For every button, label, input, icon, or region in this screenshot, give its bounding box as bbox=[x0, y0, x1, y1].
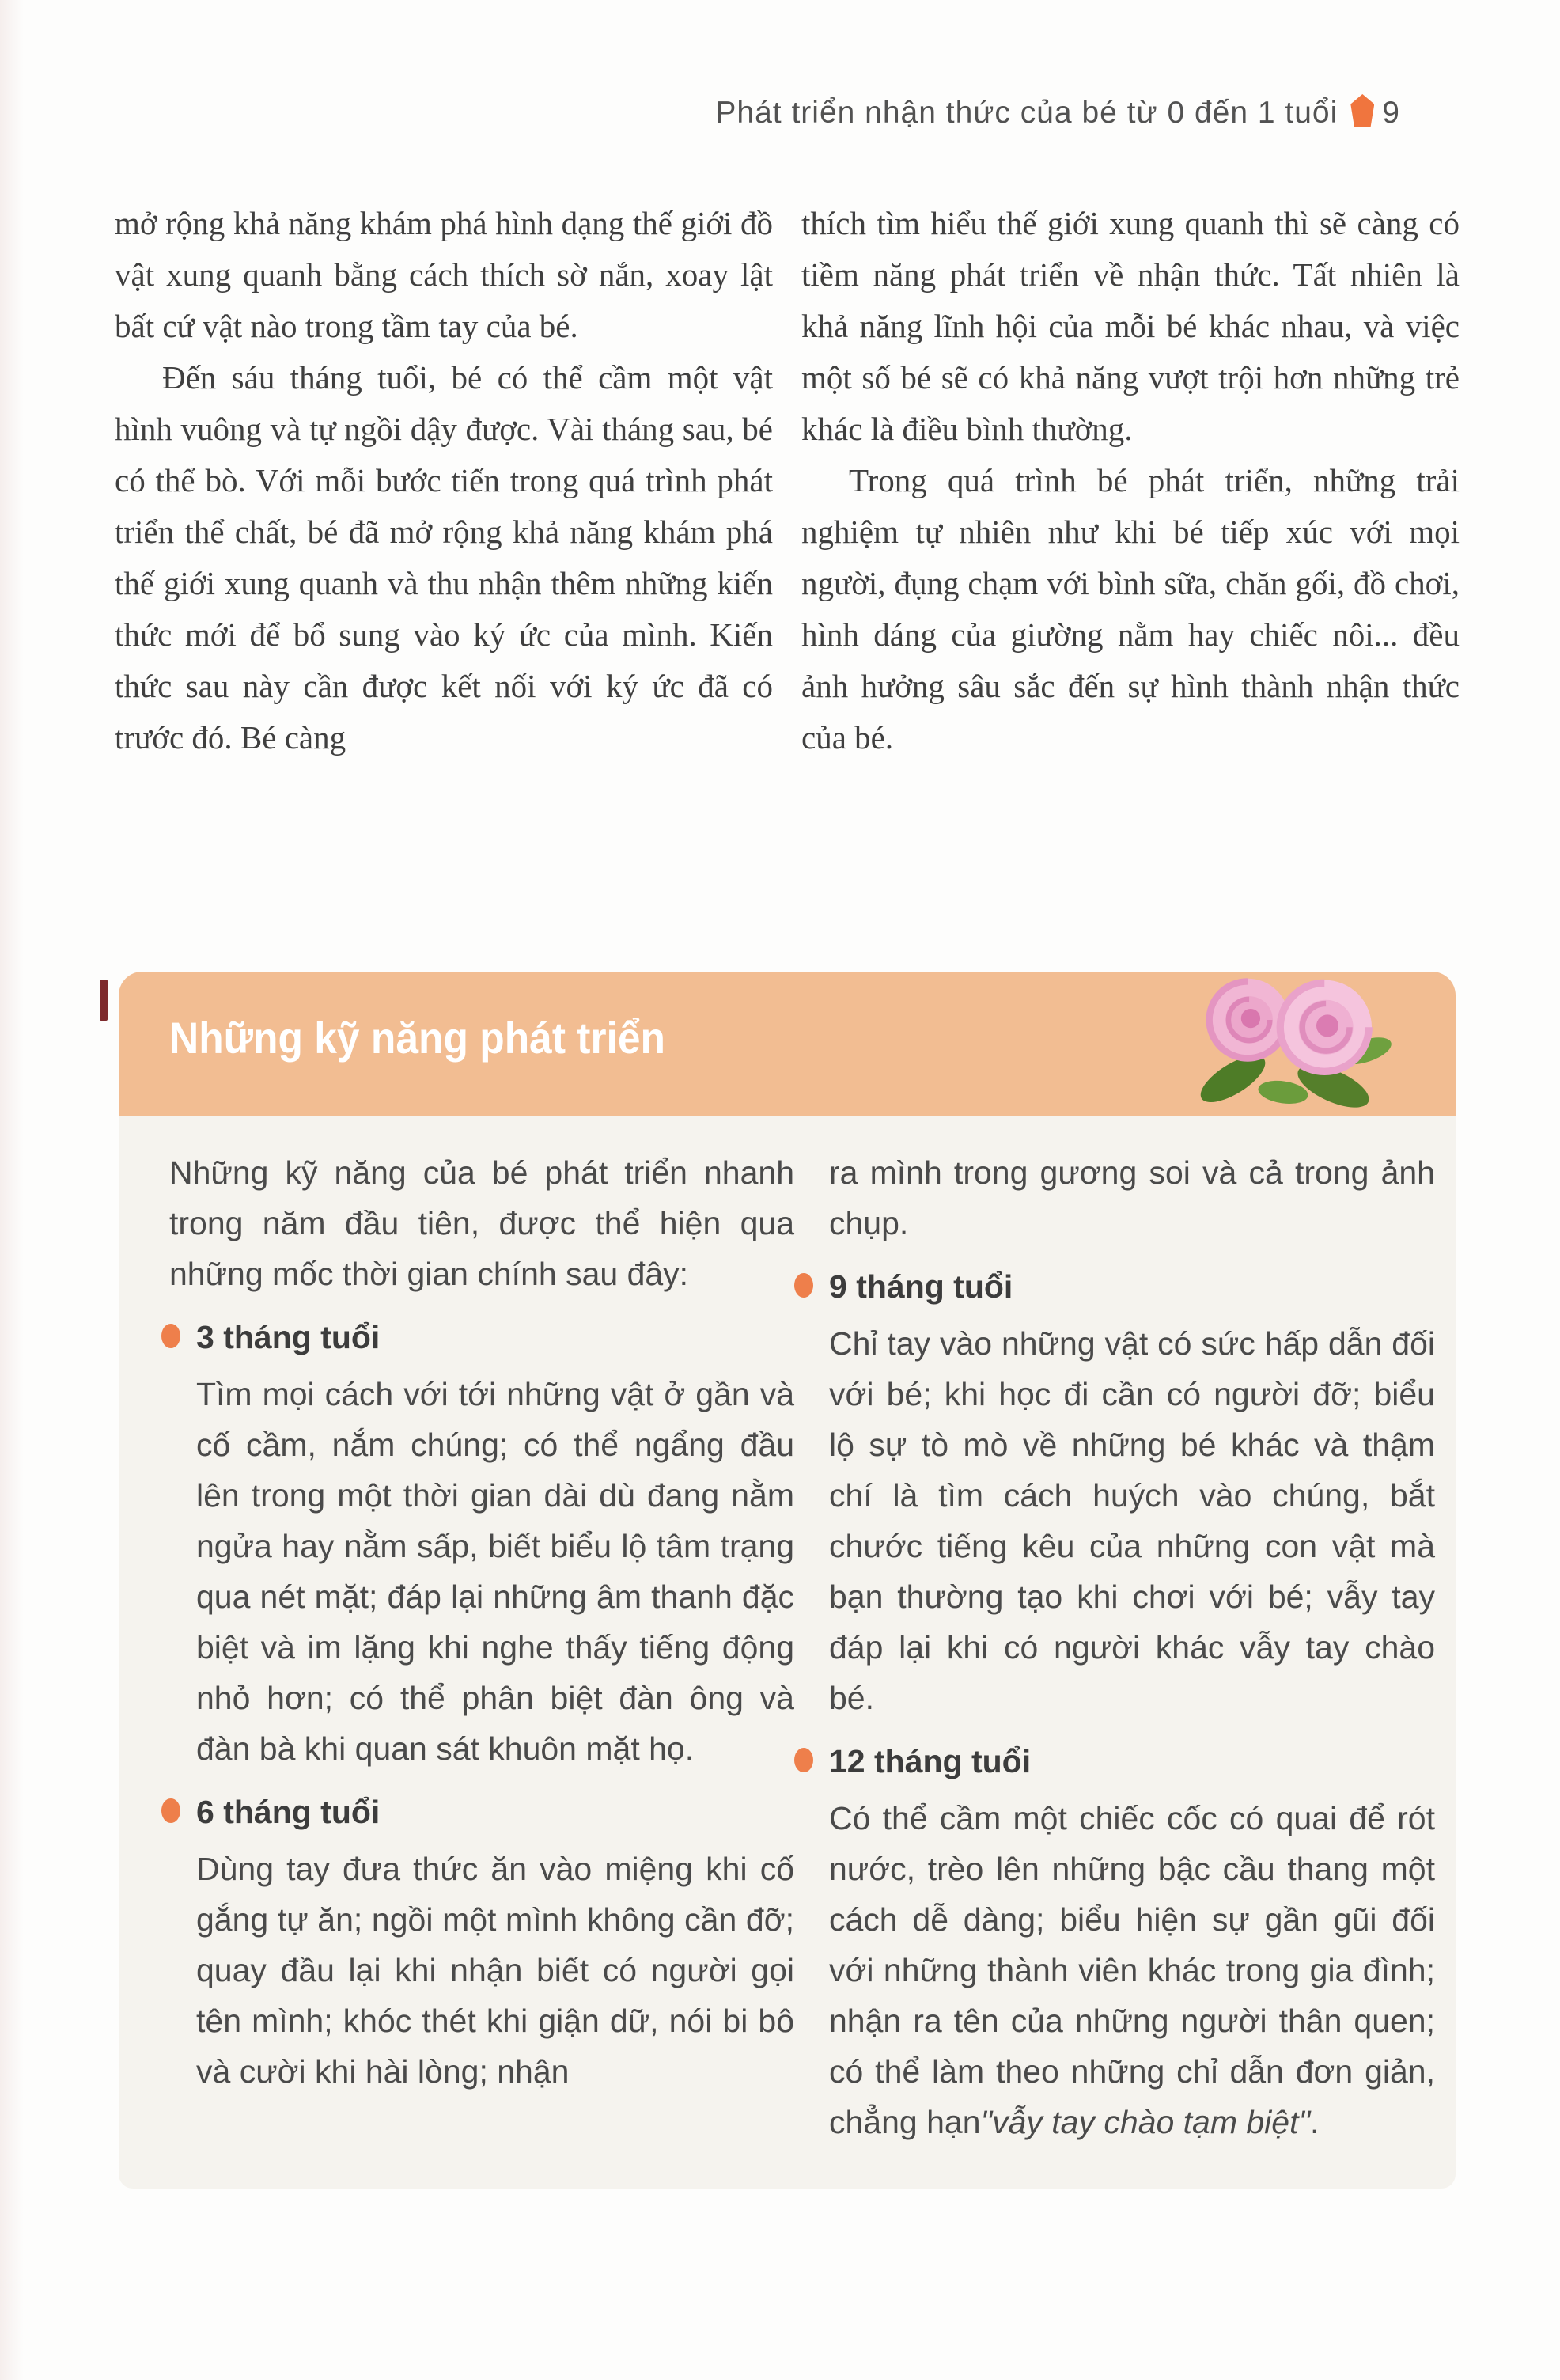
paragraph: mở rộng khả năng khám phá hình dạng thế giới đồ vật xung quanh bằng cách thích sờ nắn, xoay lật bất cứ vật nào trong tầm tay của bé. bbox=[115, 205, 773, 344]
milestone-9-months bbox=[829, 1261, 1435, 1723]
paragraph: Đến sáu tháng tuổi, bé có thể cầm một vật hình vuông và tự ngồi dậy được. Vài tháng sau, bé có thể bò. Với mỗi bước tiến trong quá trình phát triển thể chất, bé đã mở rộng khả năng khám phá thế giới xung quanh và thu nhận thêm những kiến thức mới để bổ sung vào ký ức của mình. Kiến thức sau này cần được kết nối với ký ức đã có trước đó. Bé càng bbox=[115, 359, 773, 756]
milestone-quote: "vẫy tay chào tạm biệt" bbox=[980, 2104, 1311, 2140]
skills-left-column bbox=[169, 1147, 794, 2147]
rose-flower-right bbox=[1278, 980, 1372, 1074]
rose-flower-left bbox=[1206, 979, 1289, 1062]
milestone-body bbox=[829, 1793, 1435, 2147]
milestone-heading bbox=[196, 1787, 794, 1837]
scan-artifact bbox=[100, 980, 108, 1021]
skills-section bbox=[119, 972, 1456, 2189]
milestone-title: 6 tháng tuổi bbox=[196, 1794, 381, 1830]
bullet-icon bbox=[161, 1324, 180, 1348]
intro-right-column bbox=[801, 198, 1460, 904]
intro-text bbox=[115, 198, 1460, 904]
milestone-body: Chỉ tay vào những vật có sức hấp dẫn đối với bé; khi học đi cần có người đỡ; biểu lộ sự tò mò về những bé khác và thậm chí là tìm cách huých vào chúng, bắt chước tiếng kêu của những con vật mà bạn thường tạo khi chơi với bé; vẫy tay đáp lại khi có người khác vẫy tay chào bé. bbox=[829, 1325, 1435, 1716]
section-marker-icon bbox=[1350, 94, 1374, 127]
bullet-icon bbox=[161, 1798, 180, 1823]
milestone-heading bbox=[829, 1261, 1435, 1312]
bullet-icon bbox=[794, 1748, 813, 1772]
page-number: 9 bbox=[1382, 96, 1400, 130]
milestone-12-months bbox=[829, 1736, 1435, 2147]
page-header bbox=[0, 93, 1400, 133]
milestone-body-end: . bbox=[1310, 2104, 1320, 2140]
skills-banner bbox=[119, 972, 1456, 1116]
paragraph: Trong quá trình bé phát triển, những trải nghiệm tự nhiên như khi bé tiếp xúc với mọi người, đụng chạm với bình sữa, chăn gối, đồ chơi, hình dáng của giường nằm hay chiếc nôi... đều ảnh hưởng sâu sắc đến sự hình thành nhận thức của bé. bbox=[801, 462, 1460, 756]
bullet-icon bbox=[794, 1273, 813, 1298]
milestone-heading bbox=[829, 1736, 1435, 1787]
milestone-title: 9 tháng tuổi bbox=[829, 1268, 1013, 1305]
skills-intro: Những kỹ năng của bé phát triển nhanh trong năm đầu tiên, được thể hiện qua những mốc thời gian chính sau đây: bbox=[169, 1154, 794, 1292]
page-edge-shadow bbox=[0, 0, 24, 2380]
milestone-heading bbox=[196, 1312, 794, 1362]
running-head-title: Phát triển nhận thức của bé từ 0 đến 1 tuổi bbox=[715, 96, 1338, 130]
paragraph: thích tìm hiểu thế giới xung quanh thì sẽ càng có tiềm năng phát triển về nhận thức. Tất nhiên là khả năng lĩnh hội của mỗi bé khác nhau, và việc một số bé sẽ có khả năng vượt trội hơn những trẻ khác là điều bình thường. bbox=[801, 205, 1460, 447]
skills-content bbox=[119, 1116, 1456, 2189]
milestone-6-months-continued: ra mình trong gương soi và cả trong ảnh chụp. bbox=[829, 1154, 1435, 1241]
milestone-body-text: Có thể cầm một chiếc cốc có quai để rót nước, trèo lên những bậc cầu thang một cách dễ dàng; biểu hiện sự gần gũi đối với những thành viên khác trong gia đình; nhận ra tên của những người thân quen; có thể làm theo những chỉ dẫn đơn giản, chẳng hạn bbox=[829, 1800, 1435, 2140]
milestone-body: Tìm mọi cách với tới những vật ở gần và cố cầm, nắm chúng; có thể ngẩng đầu lên trong một thời gian dài dù đang nằm ngửa hay nằm sấp, biết biểu lộ tâm trạng qua nét mặt; đáp lại những âm thanh đặc biệt và im lặng khi nghe thấy tiếng động nhỏ hơn; có thể phân biệt đàn ông và đàn bà khi quan sát khuôn mặt họ. bbox=[196, 1376, 794, 1767]
roses-illustration bbox=[1172, 962, 1394, 1110]
skills-right-column bbox=[802, 1147, 1435, 2147]
intro-left-column bbox=[115, 198, 773, 904]
milestone-body: Dùng tay đưa thức ăn vào miệng khi cố gắng tự ăn; ngồi một mình không cần đỡ; quay đầu lại khi nhận biết có người gọi tên mình; khóc thét khi giận dữ, nói bi bô và cười khi hài lòng; nhận bbox=[196, 1851, 794, 2090]
milestone-6-months bbox=[196, 1787, 794, 2097]
skills-section-title: Những kỹ năng phát triển bbox=[169, 1013, 665, 1063]
milestone-title: 3 tháng tuổi bbox=[196, 1319, 381, 1355]
milestone-3-months bbox=[196, 1312, 794, 1774]
milestone-title: 12 tháng tuổi bbox=[829, 1743, 1032, 1779]
